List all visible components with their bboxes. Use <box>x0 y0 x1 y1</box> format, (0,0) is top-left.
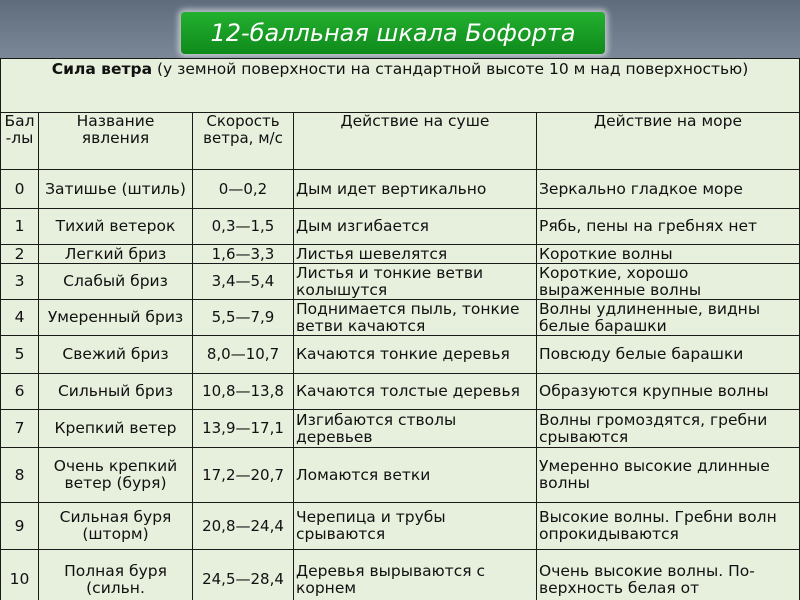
name-cell-text: Затишье (штиль) <box>45 179 186 198</box>
speed-cell <box>193 170 294 209</box>
column-header-3: Действие на суше <box>294 113 537 170</box>
score-cell-text: 2 <box>14 244 25 263</box>
name-cell <box>39 410 193 448</box>
sea-effect-cell <box>537 336 800 374</box>
speed-cell <box>193 374 294 410</box>
name-cell <box>39 245 193 264</box>
score-cell <box>1 448 39 503</box>
name-cell-text: Крепкий ветер <box>54 419 177 437</box>
sea-effect-cell <box>537 209 800 245</box>
column-header-0: Бал-лы <box>1 113 39 170</box>
score-cell <box>1 503 39 550</box>
speed-cell-text: 5,5—7,9 <box>211 308 275 326</box>
name-cell-text: Свежий бриз <box>62 345 169 363</box>
table-body <box>1 113 800 600</box>
column-header-4: Действие на море <box>537 113 800 170</box>
sea-effect-cell <box>537 550 800 600</box>
land-effect-cell <box>294 410 537 448</box>
table-row <box>1 209 800 245</box>
score-cell-text: 9 <box>14 516 25 535</box>
score-cell <box>1 300 39 336</box>
name-cell-text: Очень крепкий ветер (буря) <box>53 457 178 492</box>
score-cell <box>1 336 39 374</box>
speed-cell <box>193 550 294 600</box>
score-cell-text: 0 <box>14 179 25 198</box>
score-cell-text: 6 <box>14 382 25 400</box>
score-cell <box>1 170 39 209</box>
speed-cell-text: 17,2—20,7 <box>202 465 284 484</box>
table-row <box>1 374 800 410</box>
sea-effect-cell-text: Волны громоздятся, гребни срываются <box>539 410 768 446</box>
table-row <box>1 245 800 264</box>
score-cell <box>1 209 39 245</box>
score-cell <box>1 245 39 264</box>
name-cell <box>39 503 193 550</box>
sea-effect-cell <box>537 374 800 410</box>
score-cell <box>1 264 39 300</box>
wind-header-row <box>1 59 800 113</box>
land-effect-cell-text: Качаются тонкие деревья <box>296 345 510 363</box>
table-row <box>1 503 800 550</box>
speed-cell <box>193 410 294 448</box>
land-effect-cell-text: Ломаются ветки <box>296 465 431 484</box>
land-effect-cell-text: Деревья вырываются с корнем <box>296 561 485 597</box>
speed-cell <box>193 448 294 503</box>
land-effect-cell <box>294 374 537 410</box>
score-cell-text: 7 <box>14 419 25 437</box>
land-effect-cell-text: Листья и тонкие ветви колышутся <box>296 263 484 299</box>
table-row <box>1 300 800 336</box>
name-cell-text: Сильный бриз <box>57 382 174 400</box>
name-cell-text: Сильная буря (шторм) <box>59 508 172 543</box>
column-header-2: Скорость ветра, м/с <box>193 113 294 170</box>
name-cell <box>39 170 193 209</box>
name-cell-text: Тихий ветерок <box>55 217 176 235</box>
speed-cell-text: 8,0—10,7 <box>206 345 280 363</box>
land-effect-cell-text: Дым изгибается <box>296 217 429 235</box>
wind-force-rest: (у земной поверхности на стандартной высоте 10 м над поверхностью) <box>152 60 749 78</box>
speed-cell-text: 24,5—28,4 <box>202 570 284 588</box>
wind-force-header <box>1 59 800 113</box>
score-cell-text: 5 <box>14 345 25 363</box>
name-cell-text: Умеренный бриз <box>47 308 184 326</box>
sea-effect-cell-text: Очень высокие волны. По-верхность белая от <box>539 561 755 597</box>
land-effect-cell-text: Изгибаются стволы деревьев <box>296 410 457 446</box>
land-effect-cell <box>294 264 537 300</box>
score-cell-text: 1 <box>14 217 25 235</box>
sea-effect-cell <box>537 245 800 264</box>
land-effect-cell <box>294 550 537 600</box>
sea-effect-cell-text: Волны удлиненные, видны белые барашки <box>539 299 761 335</box>
speed-cell <box>193 336 294 374</box>
wind-force-bold: Сила ветра <box>51 60 153 78</box>
score-cell-text: 4 <box>14 308 25 326</box>
column-header-1: Название явления <box>39 113 193 170</box>
title-banner <box>181 12 605 54</box>
name-cell <box>39 374 193 410</box>
score-cell <box>1 374 39 410</box>
table-row <box>1 448 800 503</box>
land-effect-cell <box>294 209 537 245</box>
land-effect-cell-text: Поднимается пыль, тонкие ветви качаются <box>296 299 520 335</box>
name-cell <box>39 448 193 503</box>
sea-effect-cell <box>537 170 800 209</box>
sea-effect-cell <box>537 264 800 300</box>
name-cell <box>39 264 193 300</box>
score-cell-text: 10 <box>9 570 30 588</box>
table-row <box>1 170 800 209</box>
land-effect-cell-text: Качаются толстые деревья <box>296 382 520 400</box>
sea-effect-cell-text: Образуются крупные волны <box>539 382 769 400</box>
sea-effect-cell-text: Короткие волны <box>539 244 673 263</box>
name-cell-text: Полная буря (сильн. <box>64 561 167 597</box>
land-effect-cell-text: Дым идет вертикально <box>296 179 487 198</box>
speed-cell-text: 10,8—13,8 <box>202 382 284 400</box>
name-cell <box>39 300 193 336</box>
speed-cell <box>193 264 294 300</box>
page-title: 12-балльная шкала Бофорта <box>210 19 576 47</box>
land-effect-cell-text: Черепица и трубы срываются <box>296 508 446 543</box>
land-effect-cell <box>294 448 537 503</box>
sea-effect-cell <box>537 448 800 503</box>
name-cell <box>39 336 193 374</box>
table-row <box>1 410 800 448</box>
table-row <box>1 264 800 300</box>
sea-effect-cell <box>537 300 800 336</box>
speed-cell-text: 13,9—17,1 <box>202 419 284 437</box>
score-cell-text: 3 <box>14 272 25 290</box>
name-cell-text: Слабый бриз <box>63 272 168 290</box>
speed-cell <box>193 209 294 245</box>
sea-effect-cell <box>537 410 800 448</box>
speed-cell-text: 1,6—3,3 <box>211 244 275 263</box>
speed-cell-text: 20,8—24,4 <box>202 516 284 535</box>
sea-effect-cell-text: Рябь, пены на гребнях нет <box>539 217 758 235</box>
speed-cell-text: 0,3—1,5 <box>211 217 275 235</box>
land-effect-cell <box>294 336 537 374</box>
name-cell <box>39 209 193 245</box>
speed-cell-text: 3,4—5,4 <box>211 272 275 290</box>
speed-cell-text: 0—0,2 <box>218 179 268 198</box>
land-effect-cell <box>294 245 537 264</box>
score-cell-text: 8 <box>14 465 25 484</box>
land-effect-cell-text: Листья шевелятся <box>296 244 448 263</box>
sea-effect-cell-text: Умеренно высокие длинные волны <box>539 457 770 492</box>
score-cell <box>1 550 39 600</box>
table-row <box>1 550 800 600</box>
speed-cell <box>193 300 294 336</box>
score-cell <box>1 410 39 448</box>
speed-cell <box>193 245 294 264</box>
land-effect-cell <box>294 300 537 336</box>
table-row <box>1 336 800 374</box>
speed-cell <box>193 503 294 550</box>
column-header-row <box>1 113 800 170</box>
name-cell-text: Легкий бриз <box>64 244 167 263</box>
beaufort-table <box>0 58 800 600</box>
sea-effect-cell-text: Повсюду белые барашки <box>539 345 744 363</box>
sea-effect-cell-text: Короткие, хорошо выраженные волны <box>539 263 702 299</box>
sea-effect-cell-text: Высокие волны. Гребни волн опрокидываются <box>539 508 777 543</box>
land-effect-cell <box>294 503 537 550</box>
sea-effect-cell-text: Зеркально гладкое море <box>539 179 743 198</box>
beaufort-table-container <box>0 58 800 600</box>
name-cell <box>39 550 193 600</box>
land-effect-cell <box>294 170 537 209</box>
sea-effect-cell <box>537 503 800 550</box>
